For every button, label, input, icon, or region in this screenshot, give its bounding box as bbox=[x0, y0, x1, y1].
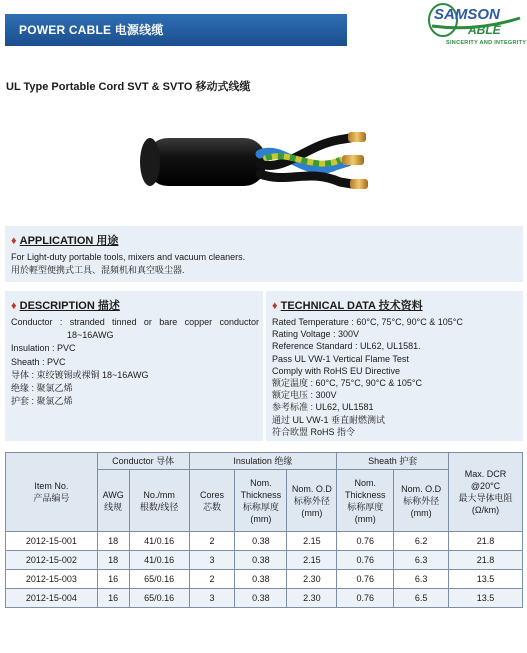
header-dcr: Max. DCR @20°C 最大导体电阻 (Ω/km) bbox=[449, 453, 523, 532]
header-insulation: Insulation 绝缘 bbox=[189, 453, 337, 470]
header-ins-thickness: Nom. Thickness 标称厚度 (mm) bbox=[235, 470, 287, 532]
table-row: 2012-15-004 16 65/0.16 3 0.38 2.30 0.76 6.5 13.5 bbox=[6, 589, 523, 608]
table-row: 2012-15-003 16 65/0.16 2 0.38 2.30 0.76 6.3 13.5 bbox=[6, 570, 523, 589]
diamond-bullet-icon: ♦ bbox=[272, 300, 278, 312]
description-heading: ♦ DESCRIPTION 描述 bbox=[11, 300, 120, 312]
technical-heading: ♦ TECHNICAL DATA 技术资料 bbox=[272, 300, 423, 312]
application-text: For Light-duty portable tools, mixers and vacuum cleaners. 用於輕型便携式工具、混頻机和真空吸尘器. bbox=[11, 252, 246, 276]
header-sheath-thickness: Nom. Thickness 标称厚度 (mm) bbox=[337, 470, 394, 532]
technical-section bbox=[266, 291, 523, 441]
product-title: UL Type Portable Cord SVT & SVTO 移动式线缆 bbox=[6, 81, 251, 93]
diamond-bullet-icon: ♦ bbox=[11, 300, 17, 312]
header-ins-od: Nom. O.D 标称外径 (mm) bbox=[287, 470, 337, 532]
table-row: 2012-15-001 18 41/0.16 2 0.38 2.15 0.76 6.2 21.8 bbox=[6, 532, 523, 551]
header-nomm: No./mm 根数/线径 bbox=[129, 470, 189, 532]
header-conductor: Conductor 导体 bbox=[97, 453, 189, 470]
application-section bbox=[5, 226, 523, 282]
header-bar bbox=[5, 14, 347, 46]
svg-text:SAMSON: SAMSON bbox=[434, 6, 500, 23]
header-awg: AWG 线规 bbox=[97, 470, 129, 532]
application-heading: ♦ APPLICATION 用途 bbox=[11, 235, 119, 247]
header-title: POWER CABLE 电源线缆 bbox=[19, 23, 164, 37]
diamond-bullet-icon: ♦ bbox=[11, 235, 17, 247]
description-text: Conductor : stranded tinned or bare copper conductor 18~16AWG Insulation : PVC Sheath : PVC 导体 : 束绞镀锡或裸铜 18~16AWG 绝缘 : 聚氯乙烯 护套 : 聚氯乙烯 bbox=[11, 317, 259, 407]
svg-text:ABLE: ABLE bbox=[468, 23, 501, 37]
samson-logo bbox=[428, 2, 527, 50]
header-sheath-od: Nom. O.D 标称外径 (mm) bbox=[394, 470, 449, 532]
cable-image bbox=[110, 110, 410, 210]
header-item-no: Item No. 产品编号 bbox=[6, 453, 98, 532]
spec-table bbox=[5, 452, 523, 608]
technical-text: Rated Temperature : 60°C, 75°C, 90°C & 105°C Rating Voltage : 300V Reference Standard : UL62, UL1581. Pass UL VW-1 Vertical Flame Test Comply with RoHS EU Directive 额定温度 : 60°C, 75°C, 90°C & 105°C 额定电压 : 300V 参考标准 : UL62, UL1581 通过 UL VW-1 垂直耐燃测试 符合欧盟 RoHS 指令 bbox=[272, 317, 463, 437]
description-section bbox=[5, 291, 263, 441]
logo-tagline: SINCERITY AND INTEGRITY bbox=[446, 40, 527, 46]
header-sheath: Sheath 护套 bbox=[337, 453, 449, 470]
header-cores: Cores 芯数 bbox=[189, 470, 235, 532]
table-row: 2012-15-002 18 41/0.16 3 0.38 2.15 0.76 6.3 21.8 bbox=[6, 551, 523, 570]
logo-mark bbox=[428, 2, 524, 38]
